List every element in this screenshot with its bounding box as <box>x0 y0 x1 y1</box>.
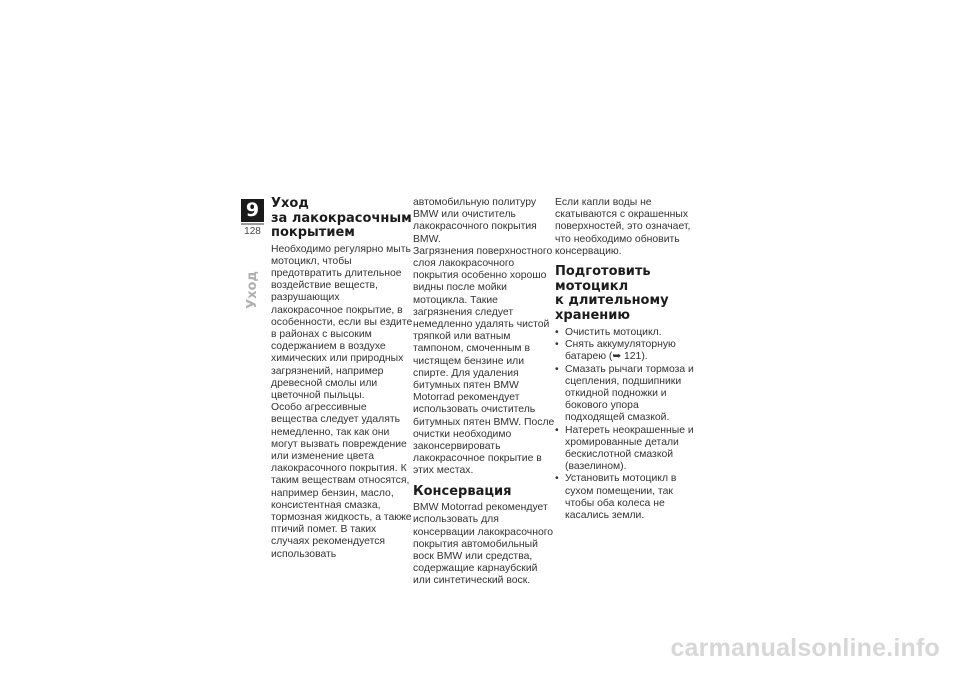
bullet-icon: • <box>555 473 559 485</box>
paragraph: BMW Motorrad рекомендует использовать для консервации лакокрасочного покрытия автомобильный воск BMW или средства, содержащие карнаубский или синтетический воск. <box>413 502 554 587</box>
chapter-divider <box>241 223 264 225</box>
page-reference[interactable]: 121). <box>621 351 648 363</box>
list-item: • Смазать рычаги тормоза и сцепления, подшипники откидной подножки и бокового упора подходящей смазкой. <box>555 363 694 424</box>
column-1 <box>271 197 414 561</box>
heading-paint-care: Уход за лакокрасочным покрытием <box>271 196 412 240</box>
paragraph: Если капли воды не скатываются с окрашенных поверхностей, это означает, что необходимо обновить консервацию. <box>555 197 691 257</box>
heading-preservation: Консервация <box>413 483 512 499</box>
list-item: • Снять аккумуляторную батарею (➥ 121). <box>555 339 676 363</box>
paragraph: автомобильную политуру BMW или очиститель лакокрасочного покрытия BMW. <box>413 197 537 245</box>
paragraph: Необходимо регулярно мыть мотоцикл, чтобы предотвратить длительное воздействие веществ, разрушающих лакокрасочное покрытие, в особенности, если вы ездите в районах с высоким содержанием в воздухе химических или природных загрязнений, например древесной смолы или цветочной пыльцы. <box>271 243 413 401</box>
paragraph: Загрязнения поверхностного слоя лакокрасочного покрытия особенно хорошо видны после мойки мотоцикла. Такие загрязнения следует немедленно удалять чистой тряпкой или ватным тампоном, смоченным в чистящем бензине или спирте. Для удаления битумных пятен BMW Motorrad рекомендует использовать очиститель битумных пятен BMW. После очистки необходимо законсервировать лакокрасочное покрытие в этих местах. <box>413 245 555 477</box>
list-item: • Очистить мотоцикл. <box>555 327 662 339</box>
column-2 <box>413 197 556 588</box>
chapter-marker <box>241 199 264 237</box>
page-reference-arrow-icon: ➥ <box>612 351 622 363</box>
bullet-icon: • <box>555 424 559 436</box>
bullet-icon: • <box>555 327 559 339</box>
list-item: • Установить мотоцикл в сухом помещении, так чтобы оба колеса не касались земли. <box>555 473 677 522</box>
watermark: carmanualsonline.info <box>670 634 940 662</box>
chapter-number: 9 <box>241 199 264 222</box>
page-number: 128 <box>244 226 261 237</box>
bullet-icon: • <box>555 339 559 351</box>
heading-storage-prep: Подготовить мотоцикл к длительному хранению <box>555 264 669 323</box>
bullet-icon: • <box>555 363 559 375</box>
storage-steps-list <box>555 327 698 522</box>
list-item: • Натереть неокрашенные и хромированные детали бескислотной смазкой (вазелином). <box>555 424 694 473</box>
side-chapter-title: Уход <box>245 271 260 309</box>
paragraph: Особо агрессивные вещества следует удалять немедленно, так как они могут вызвать повреждение или изменение цвета лакокрасочного покрытия. К таким веществам относятся, например бензин, масло, консистентная смазка, тормозная жидкость, а также птичий помет. В таких случаях рекомендуется использовать <box>271 402 412 560</box>
column-3 <box>555 197 698 522</box>
